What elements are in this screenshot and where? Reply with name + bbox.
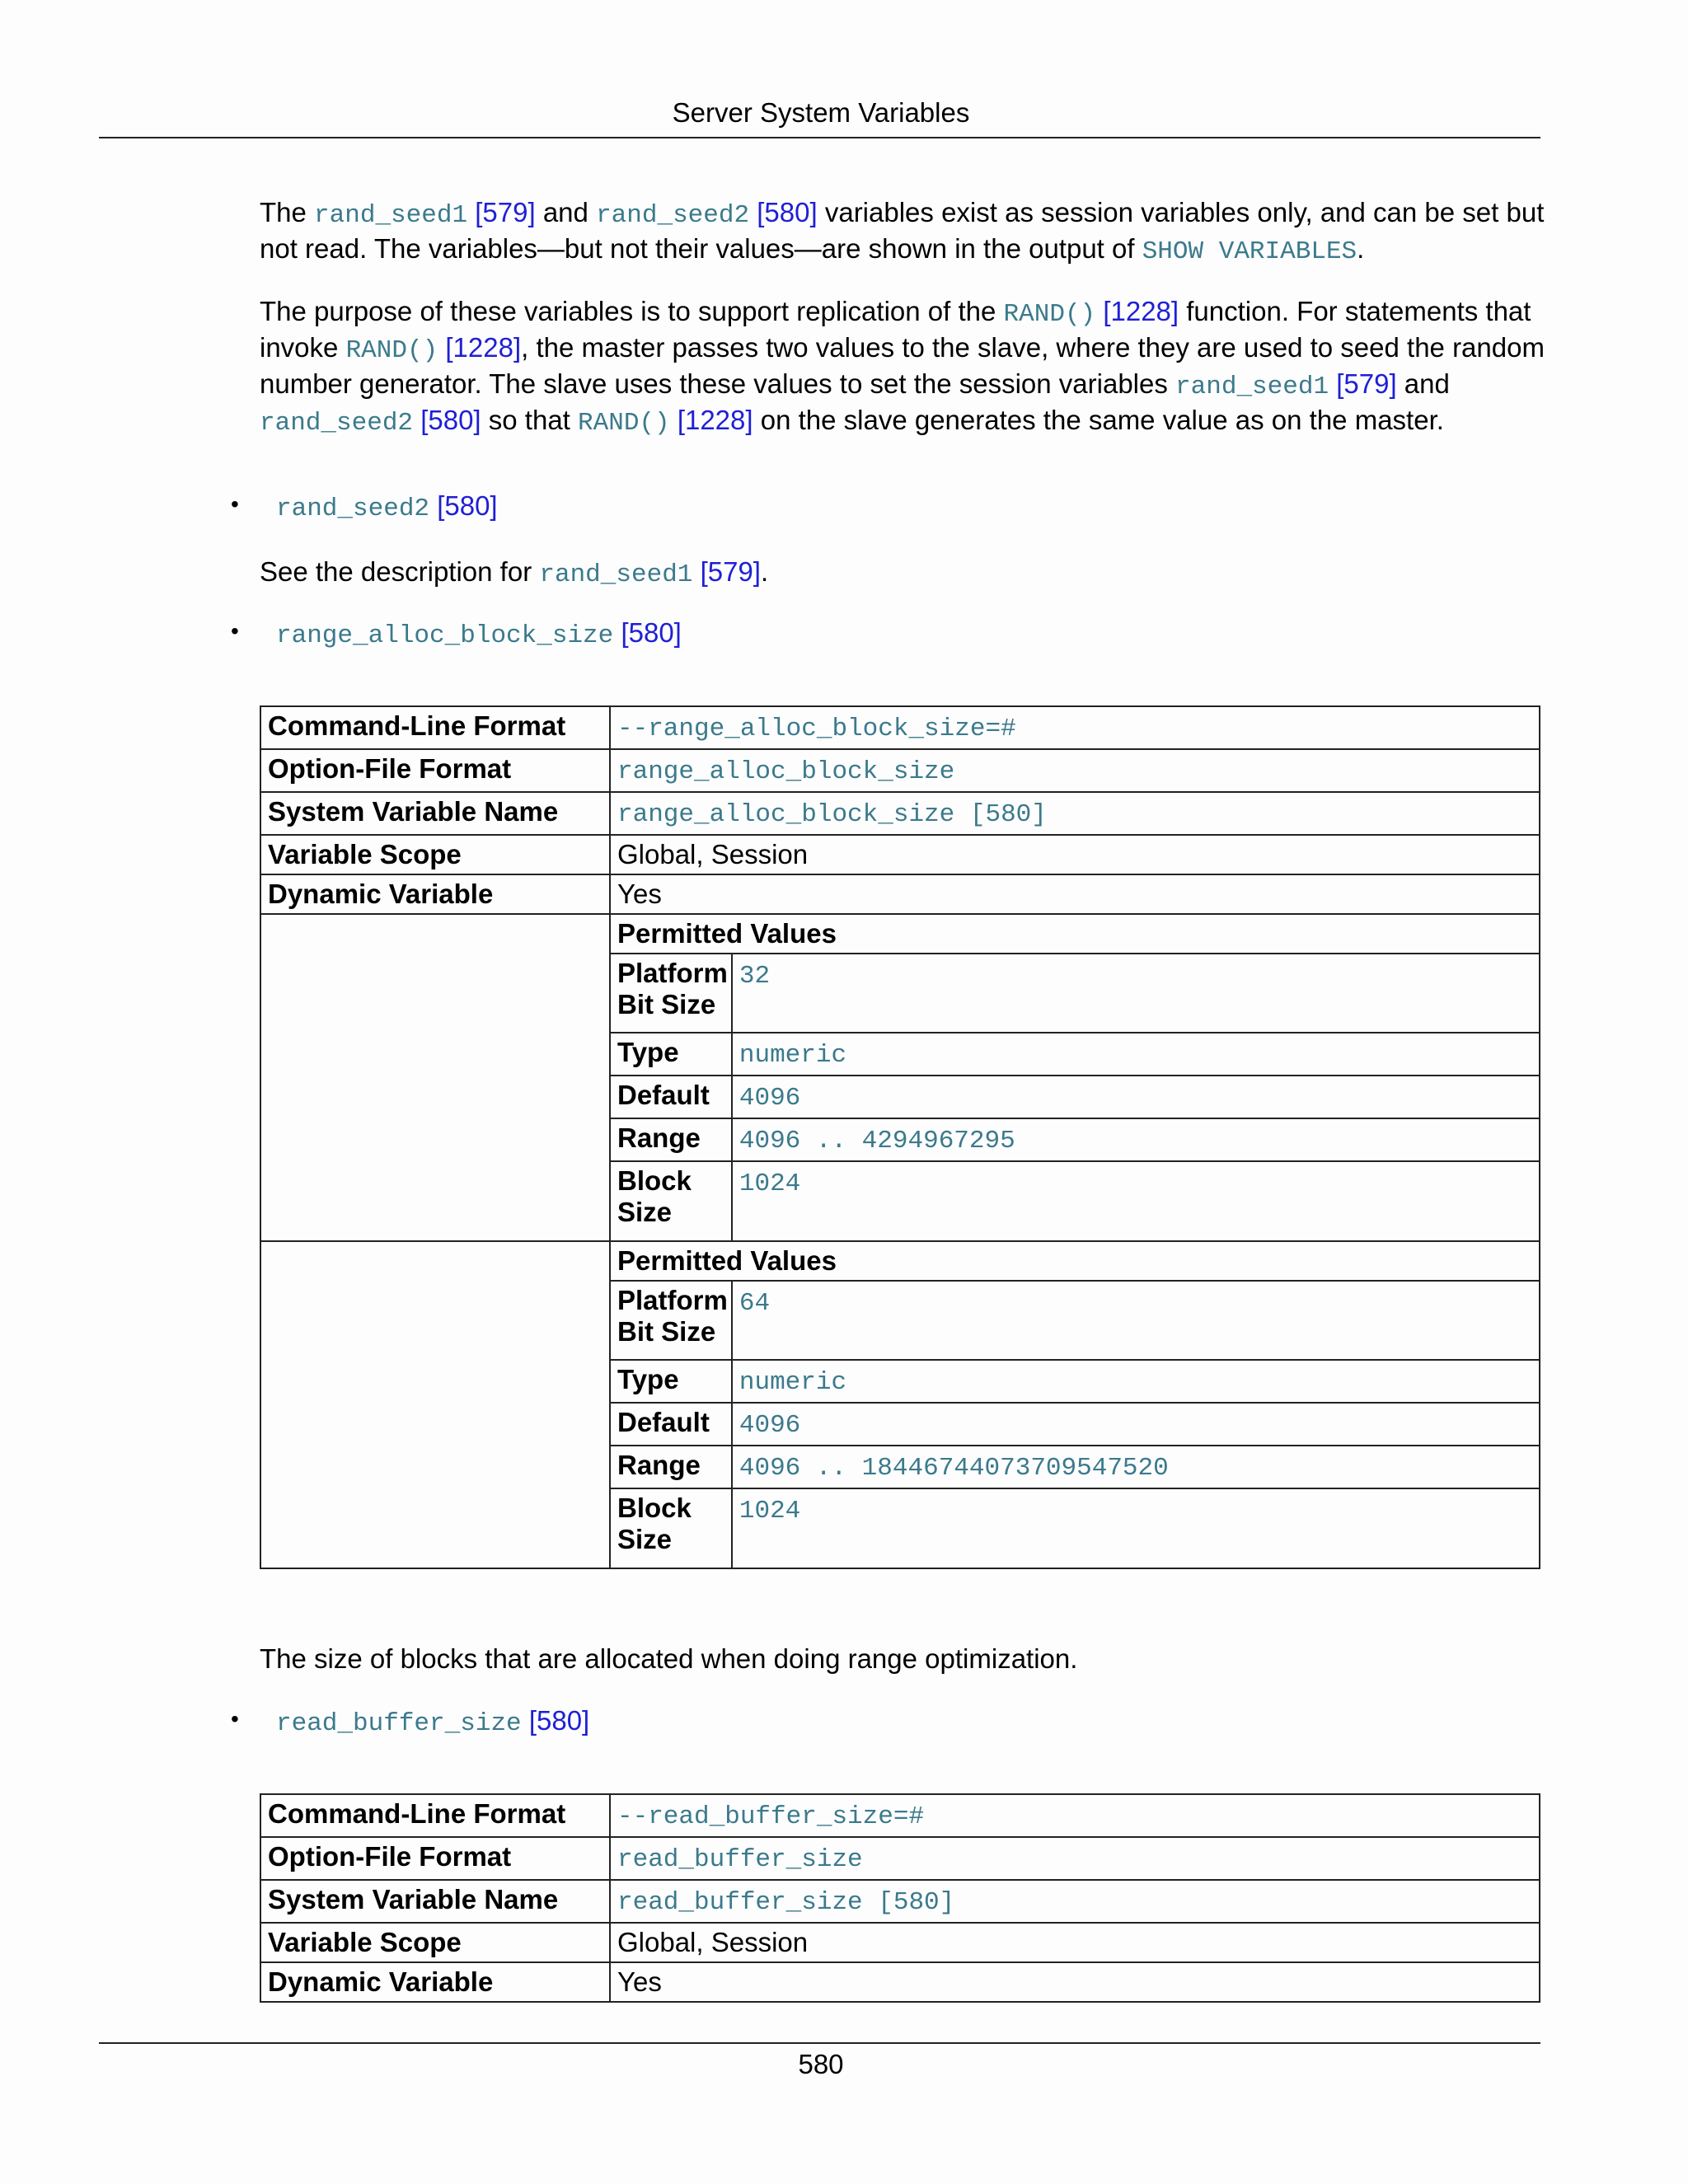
row-value: read_buffer_size [617,1845,863,1874]
key-range: Range [611,1118,732,1161]
ref-link[interactable]: [1228] [445,332,522,363]
value-default: 4096 [738,1411,801,1440]
rand-function-link[interactable]: RAND() [345,336,438,365]
ref-link[interactable]: [580] [621,617,682,648]
table-row [260,1794,1540,1837]
var-link-rand-seed1[interactable]: rand_seed1 [314,201,468,230]
key-block-size: Block Size [611,1161,732,1240]
row-value: Global, Session [610,835,1540,874]
key-platform: Platform Bit Size [611,954,732,1033]
ref-link[interactable]: [579] [475,197,536,227]
ref-link[interactable]: [580] [528,1705,590,1736]
key-default: Default [611,1403,732,1446]
value-platform: 64 [738,1289,771,1318]
var-link-read-buffer-size[interactable]: read_buffer_size [276,1709,522,1738]
page-header-title: Server System Variables [672,97,970,128]
row-value-link[interactable]: read_buffer_size [580] [617,1888,955,1917]
range-alloc-description: The size of blocks that are allocated when doing range optimization. [260,1643,1078,1674]
value-type: numeric [738,1041,847,1070]
header-rule [99,137,1540,138]
var-link-rand-seed1[interactable]: rand_seed1 [539,560,693,589]
rand-function-link[interactable]: RAND() [1003,300,1096,329]
table-row [260,835,1540,874]
row-label: System Variable Name [260,1880,610,1923]
row-label: System Variable Name [260,792,610,835]
var-link-rand-seed2[interactable]: rand_seed2 [276,494,430,523]
read-buffer-properties-table [260,1793,1540,2003]
permitted-values-64-row [260,1241,1540,1568]
value-block-size: 1024 [738,1169,801,1198]
value-type: numeric [738,1368,847,1397]
row-value: Global, Session [610,1923,1540,1962]
permitted-values-32-table [611,915,1539,1240]
var-link-range-alloc-block-size[interactable]: range_alloc_block_size [276,621,614,650]
page-number: 580 [798,2049,844,2079]
value-block-size: 1024 [738,1497,801,1526]
ref-link[interactable]: [580] [420,405,481,435]
footer-rule [99,2042,1540,2044]
table-row [260,1837,1540,1880]
bullet-dot: • [231,618,239,644]
var-link-rand-seed2[interactable]: rand_seed2 [260,409,414,438]
table-row [260,1962,1540,2002]
key-default: Default [611,1076,732,1118]
ref-link[interactable]: [1228] [1103,296,1179,326]
ref-link[interactable]: [580] [437,490,498,521]
value-range: 4096 .. 4294967295 [738,1127,1015,1155]
table-row [260,706,1540,749]
table-row [260,874,1540,914]
rand-seed2-description: See the description for rand_seed1 [579]. [260,556,769,589]
value-platform: 32 [738,962,771,991]
row-label: Command-Line Format [260,706,610,749]
row-label: Option-File Format [260,749,610,792]
row-label: Variable Scope [260,835,610,874]
permitted-values-title: Permitted Values [611,1242,1539,1281]
key-block-size: Block Size [611,1488,732,1568]
intro-paragraph-1: The rand_seed1 [579] and rand_seed2 [580] variables exist as session variables only, and can be set but not read. The variables—but not their values—are shown in the output of SHOW VARIABLES. [260,197,1545,266]
table-row [260,792,1540,835]
var-link-rand-seed2[interactable]: rand_seed2 [596,201,750,230]
table-row [260,1880,1540,1923]
ref-link[interactable]: [1228] [677,405,753,435]
ref-link[interactable]: [579] [700,556,761,587]
key-type: Type [611,1033,732,1076]
permitted-values-64-table [611,1242,1539,1568]
var-link-rand-seed1[interactable]: rand_seed1 [1175,373,1329,401]
rand-function-link[interactable]: RAND() [578,409,670,438]
ref-link[interactable]: [580] [757,197,818,227]
value-range: 4096 .. 18446744073709547520 [738,1454,1169,1483]
row-value-link[interactable]: range_alloc_block_size [580] [617,800,1047,829]
value-default: 4096 [738,1084,801,1113]
permitted-values-title: Permitted Values [611,915,1539,954]
table-row [260,749,1540,792]
row-label: Variable Scope [260,1923,610,1962]
table-row [260,1923,1540,1962]
row-value: --range_alloc_block_size=# [617,715,1016,743]
row-value: range_alloc_block_size [617,757,955,786]
row-label: Command-Line Format [260,1794,610,1837]
show-variables-link[interactable]: SHOW VARIABLES [1142,237,1357,266]
bullet-dot: • [231,491,239,517]
row-value: --read_buffer_size=# [617,1802,925,1831]
row-value: Yes [610,1962,1540,2002]
row-label: Option-File Format [260,1837,610,1880]
range-alloc-properties-table [260,705,1540,1569]
key-platform: Platform Bit Size [611,1281,732,1360]
ref-link[interactable]: [579] [1336,368,1397,399]
key-range: Range [611,1446,732,1488]
row-label: Dynamic Variable [260,874,610,914]
row-value: Yes [610,874,1540,914]
intro-paragraph-2: The purpose of these variables is to support replication of the RAND() [1228] function. For statements that invoke RAND() [1228], the master passes two values to the slave, where they are used to seed the random number generator. The slave uses these values to set the session variables rand_seed1 [579] and rand_seed2 [580] so that RAND() [1228] on the slave generates the same value as on the master. [260,296,1545,438]
row-label: Dynamic Variable [260,1962,610,2002]
bullet-dot: • [231,1706,239,1732]
permitted-values-32-row [260,914,1540,1241]
key-type: Type [611,1360,732,1403]
